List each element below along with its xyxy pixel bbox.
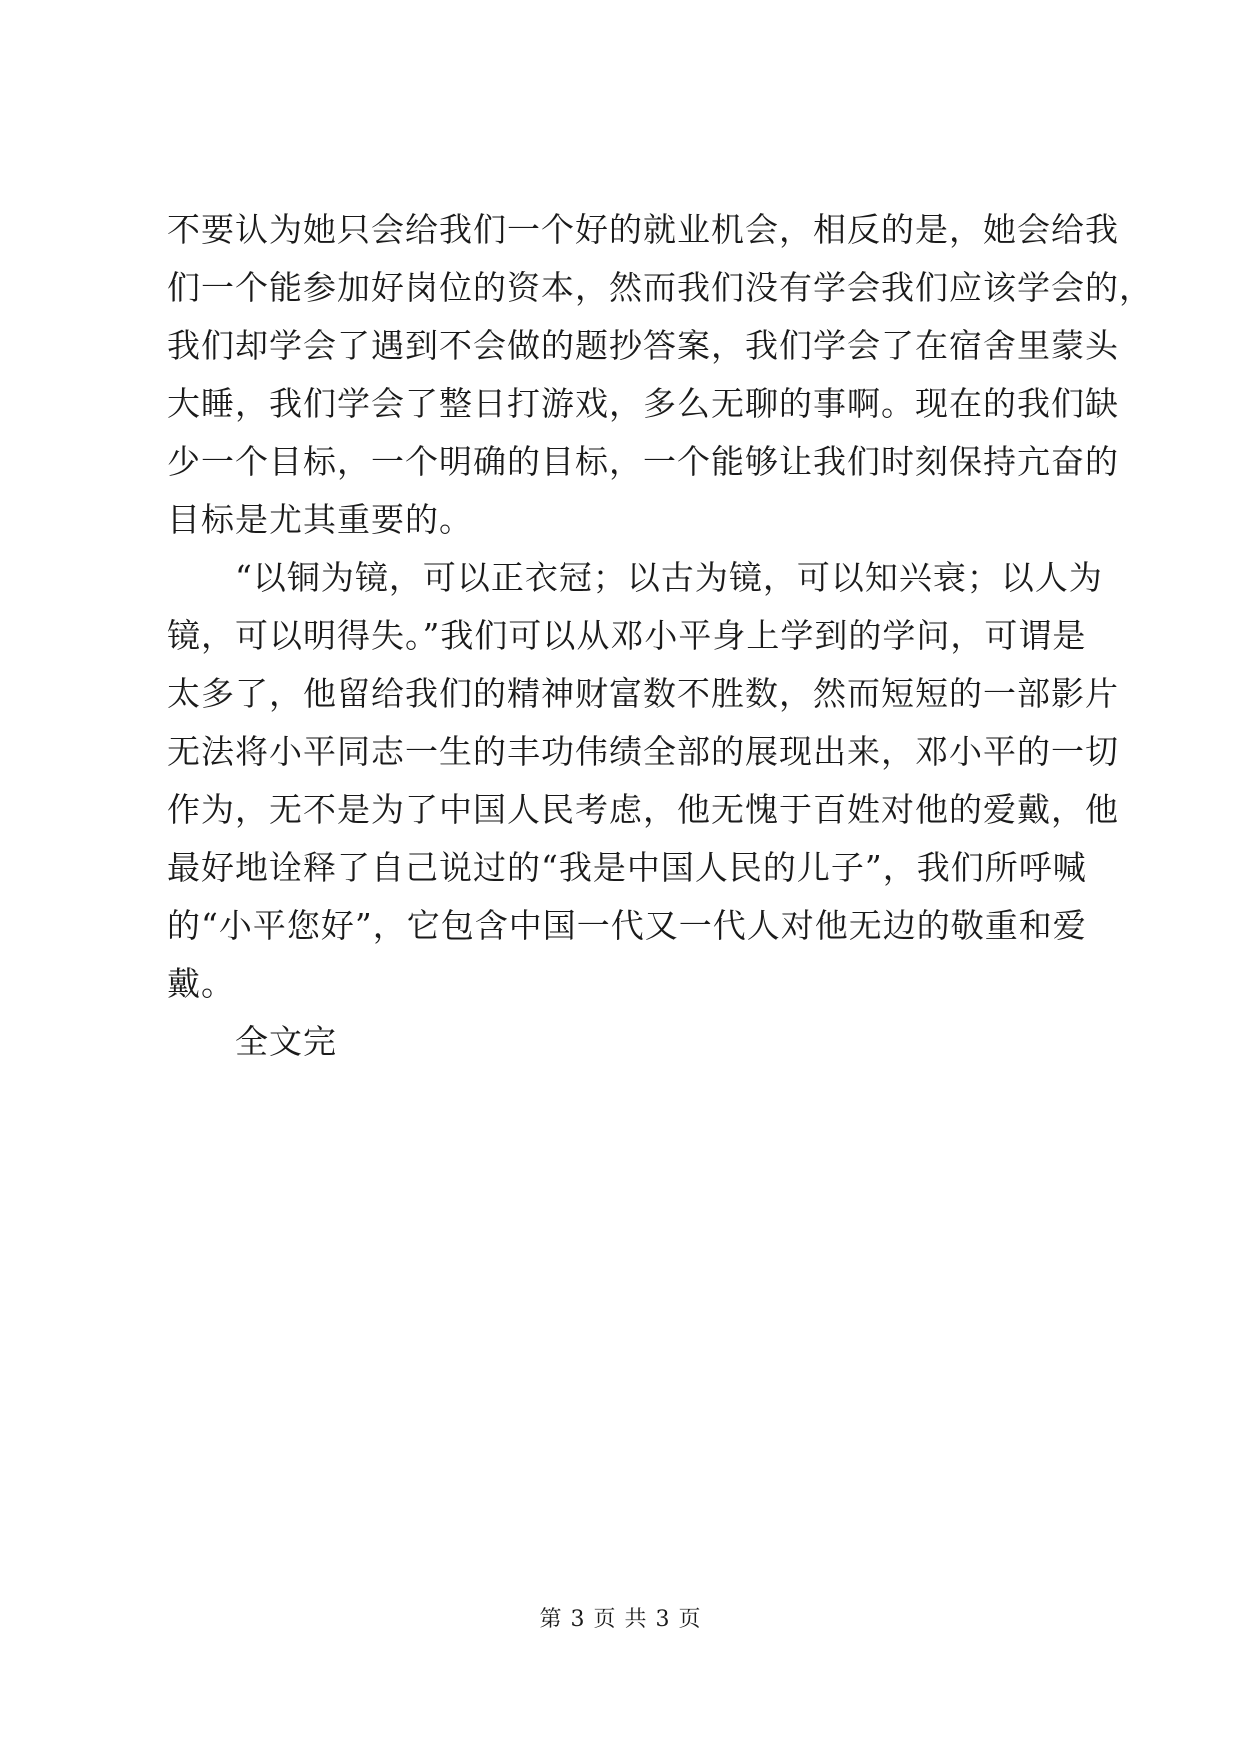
text-line-6: 目标是尤其重要的。 (167, 500, 473, 539)
text-line-12: 最好地诠释了自己说过的“我是中国人民的儿子”，我们所呼喊 (167, 848, 1087, 887)
page-number-footer: 第 3 页 共 3 页 (539, 1607, 702, 1632)
text-line-3: 我们却学会了遇到不会做的题抄答案，我们学会了在宿舍里蒙头 (167, 326, 1119, 365)
closing-line: 全文完 (235, 1022, 337, 1061)
text-line-10: 无法将小平同志一生的丰功伟绩全部的展现出来，邓小平的一切 (167, 732, 1119, 771)
text-line-7: “以铜为镜，可以正衣冠；以古为镜，可以知兴衰；以人为 (235, 558, 1103, 597)
text-line-5: 少一个目标，一个明确的目标，一个能够让我们时刻保持亢奋的 (167, 442, 1119, 481)
text-line-8: 镜，可以明得失。”我们可以从邓小平身上学到的学问，可谓是 (167, 616, 1087, 655)
text-line-1: 不要认为她只会给我们一个好的就业机会，相反的是，她会给我 (167, 210, 1119, 249)
text-line-11: 作为，无不是为了中国人民考虑，他无愧于百姓对他的爱戴，他 (167, 790, 1119, 829)
text-line-2: 们一个能参加好岗位的资本，然而我们没有学会我们应该学会的， (167, 268, 1153, 307)
text-line-9: 太多了，他留给我们的精神财富数不胜数，然而短短的一部影片 (167, 674, 1119, 713)
text-line-4: 大睡，我们学会了整日打游戏，多么无聊的事啊。现在的我们缺 (167, 384, 1119, 423)
text-line-14: 戴。 (167, 964, 235, 1003)
text-line-13: 的“小平您好”，它包含中国一代又一代人对他无边的敬重和爱 (167, 906, 1087, 945)
